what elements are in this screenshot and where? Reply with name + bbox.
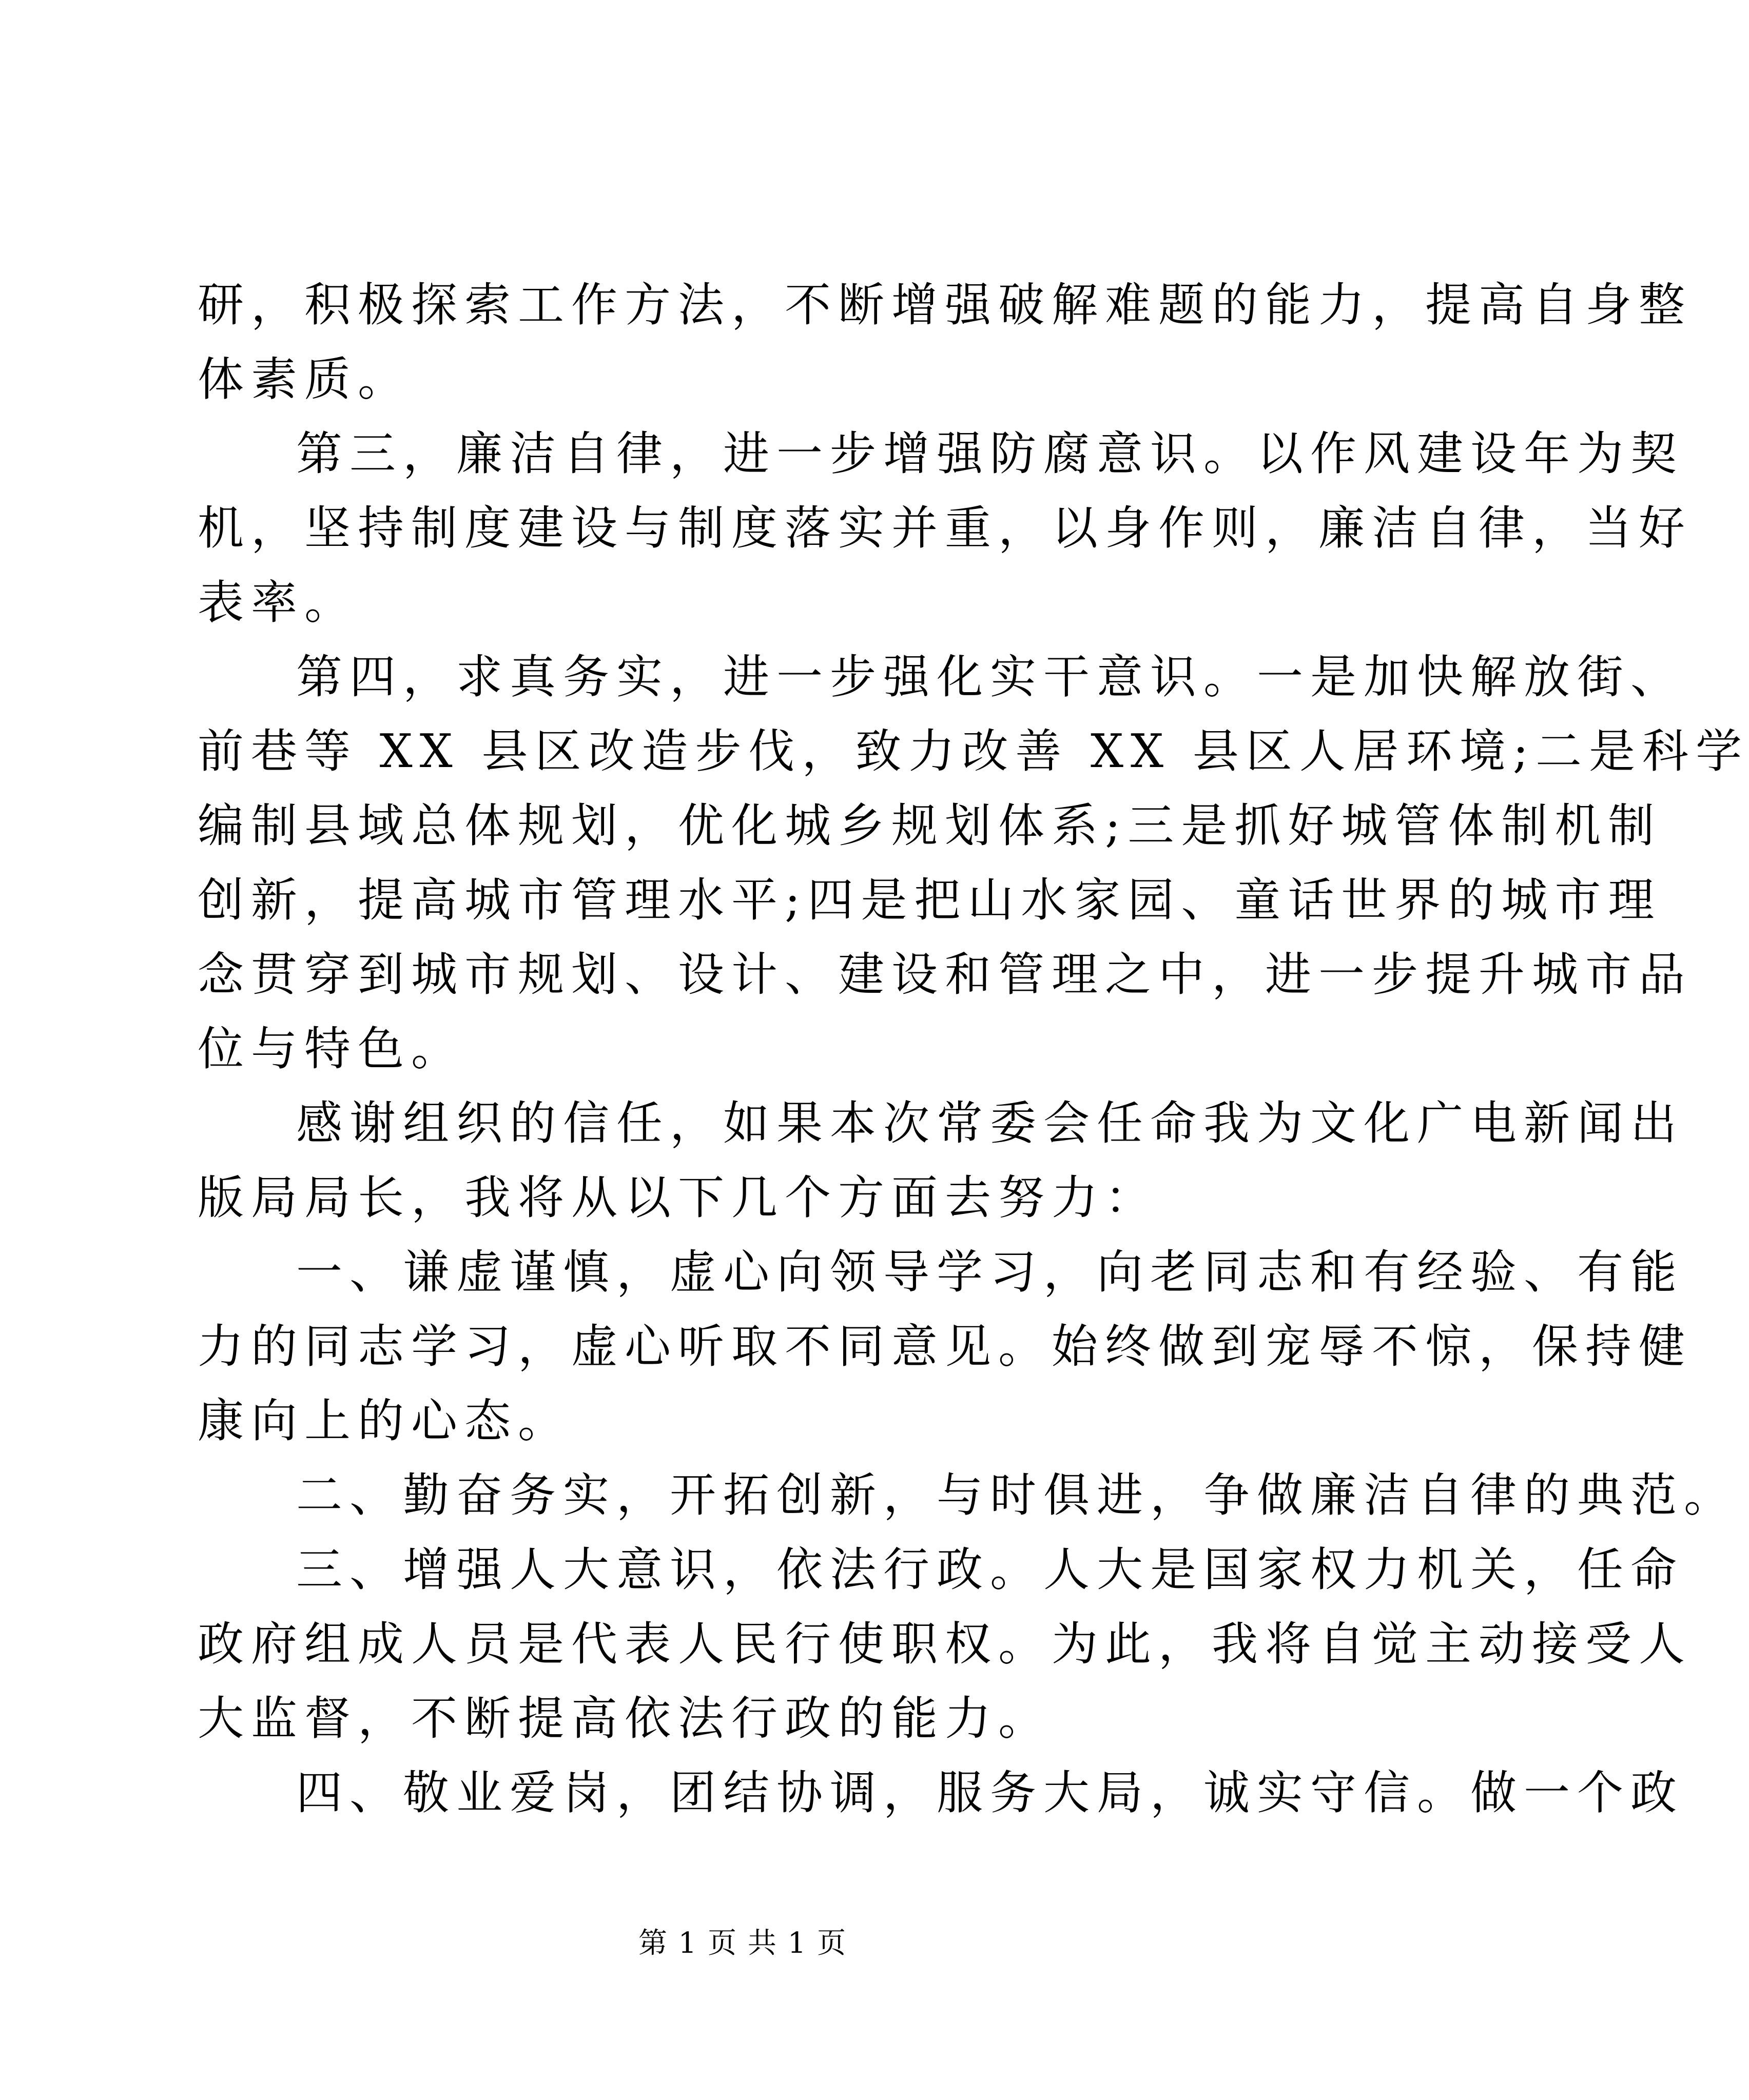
text-line: 版局局长，我将从以下几个方面去努力： xyxy=(198,1171,1158,1225)
paragraph xyxy=(198,268,1692,417)
paragraph xyxy=(198,1086,1684,1235)
paragraph xyxy=(198,417,1692,640)
text-line: 第三，廉洁自律，进一步增强防腐意识。以作风建设年为契 xyxy=(296,427,1684,481)
paragraph xyxy=(198,640,1749,1086)
paragraph xyxy=(198,1235,1692,1458)
paragraph xyxy=(198,1533,1692,1756)
text-line: 体素质。 xyxy=(198,352,411,406)
text-line: 康向上的心态。 xyxy=(198,1394,571,1448)
paragraph xyxy=(198,1458,1737,1533)
text-line: 编制县域总体规划，优化城乡规划体系;三是抓好城管体制机制 xyxy=(198,799,1662,853)
text-line: 大监督，不断提高依法行政的能力。 xyxy=(198,1692,1052,1745)
text-line: 表率。 xyxy=(198,576,358,630)
document-body xyxy=(198,268,1749,1830)
text-line: 三、增强人大意识，依法行政。人大是国家权力机关，任命 xyxy=(296,1543,1684,1597)
text-line: 一、谦虚谨慎，虚心向领导学习，向老同志和有经验、有能 xyxy=(296,1245,1684,1299)
paragraph xyxy=(198,1756,1684,1830)
text-line: 力的同志学习，虚心听取不同意见。始终做到宠辱不惊，保持健 xyxy=(198,1320,1692,1373)
page-footer: 第 1 页 共 1 页 xyxy=(638,1927,847,1960)
text-line: 感谢组织的信任，如果本次常委会任命我为文化广电新闻出 xyxy=(296,1096,1684,1150)
text-line: 念贯穿到城市规划、设计、建设和管理之中，进一步提升城市品 xyxy=(198,948,1692,1002)
text-line: 第四，求真务实，进一步强化实干意识。一是加快解放街、 xyxy=(296,650,1684,704)
text-line: 创新，提高城市管理水平;四是把山水家园、童话世界的城市理 xyxy=(198,873,1662,927)
text-line: 政府组成人员是代表人民行使职权。为此，我将自觉主动接受人 xyxy=(198,1617,1692,1671)
text-line: 前巷等 XX 县区改造步伐，致力改善 XX 县区人居环境;二是科学 xyxy=(198,724,1749,778)
text-line: 研，积极探索工作方法，不断增强破解难题的能力，提高自身整 xyxy=(198,278,1692,332)
text-line: 机，坚持制度建设与制度落实并重，以身作则，廉洁自律，当好 xyxy=(198,501,1692,555)
text-line: 四、敬业爱岗，团结协调，服务大局，诚实守信。做一个政 xyxy=(296,1766,1684,1820)
text-line: 二、勤奋务实，开拓创新，与时俱进，争做廉洁自律的典范。 xyxy=(296,1468,1737,1522)
text-line: 位与特色。 xyxy=(198,1022,464,1076)
